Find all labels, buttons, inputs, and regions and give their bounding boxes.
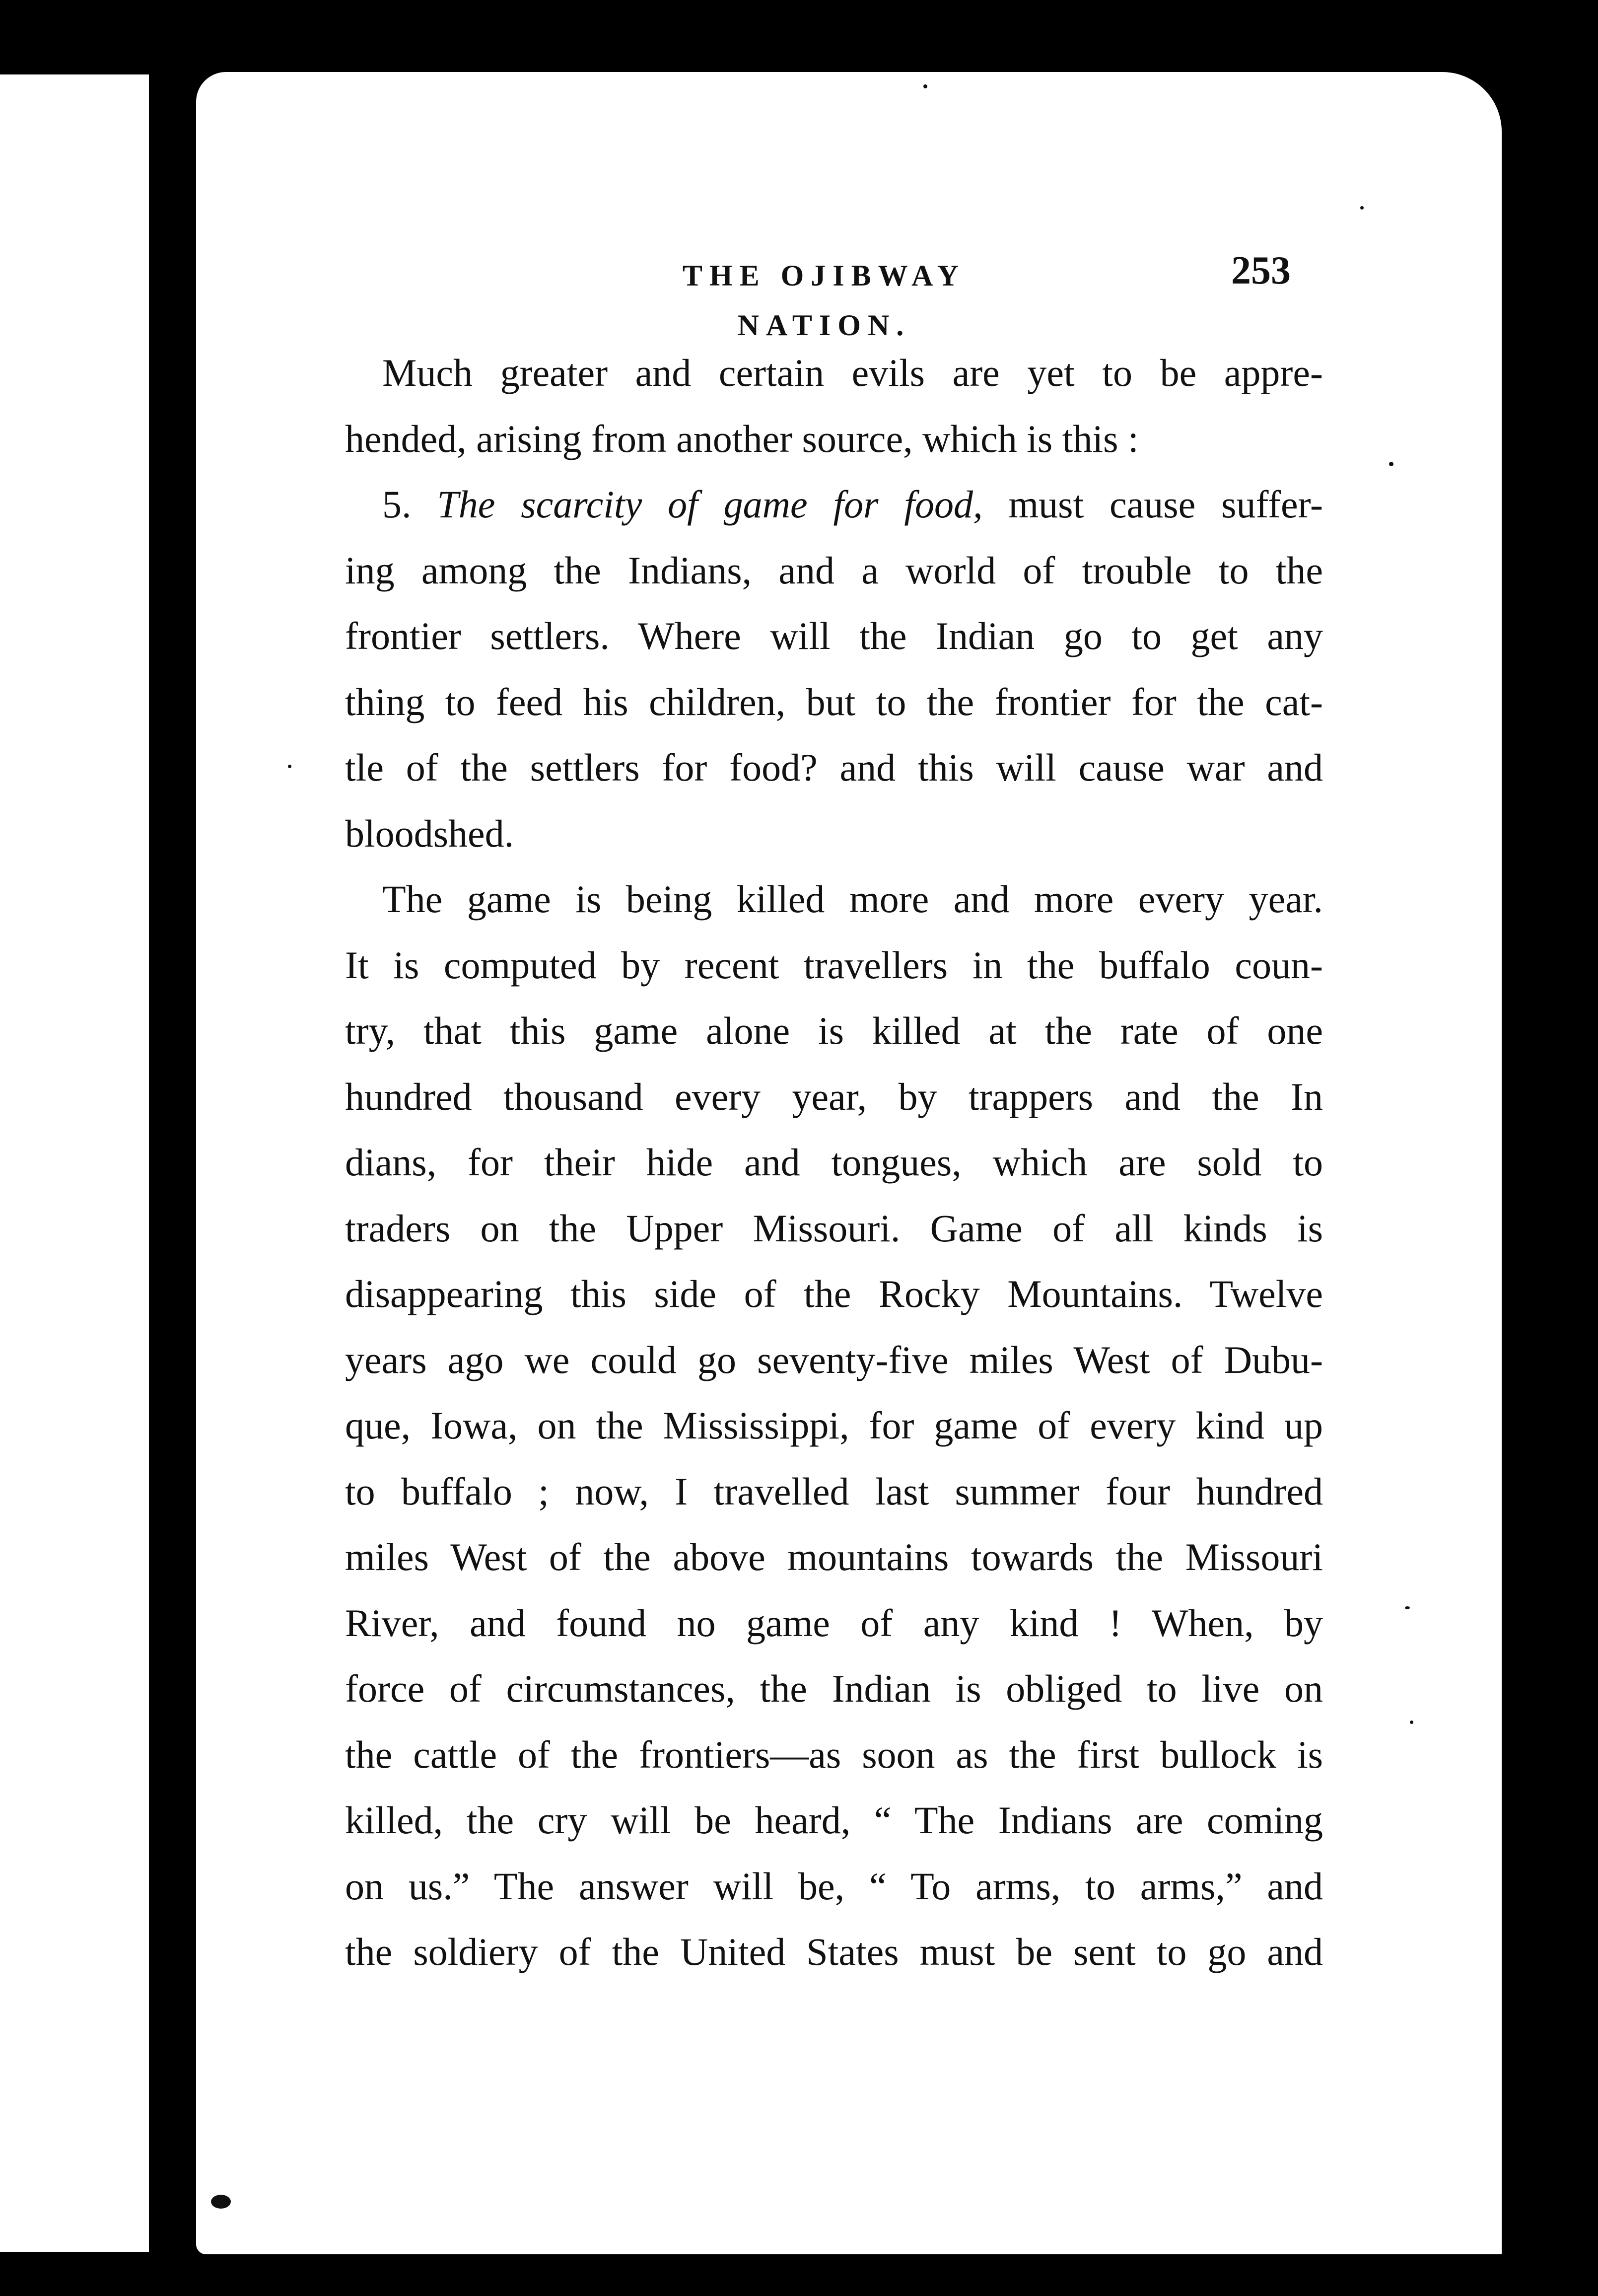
scan-speck <box>1405 1606 1410 1609</box>
text-line: force of circumstances, the Indian is obliged to live on <box>345 1667 1323 1710</box>
text-line: dians, for their hide and tongues, which are sold to <box>345 1141 1323 1184</box>
text-line: try, that this game alone is killed at the rate of one <box>345 1009 1323 1052</box>
text-line: frontier settlers. Where will the Indian go to get any <box>345 614 1323 657</box>
text-line: hundred thousand every year, by trappers and the In <box>345 1075 1323 1118</box>
text-line: thing to feed his children, but to the frontier for the cat- <box>345 680 1323 723</box>
text-line: hended, arising from another source, which is this : <box>345 417 1139 460</box>
running-head: THE OJIBWAY NATION. <box>682 259 966 342</box>
text-line: the cattle of the frontiers—as soon as the first bullock is <box>345 1732 1323 1776</box>
text-line: The game is being killed more and more every year. <box>382 877 1323 921</box>
scan-speck <box>288 765 291 768</box>
text-line: ing among the Indians, and a world of trouble to the <box>345 548 1323 592</box>
text-line: Much greater and certain evils are yet to be appre- <box>382 351 1323 394</box>
text-line: que, Iowa, on the Mississippi, for game of every kind up <box>345 1404 1323 1447</box>
scan-speck <box>1389 462 1393 466</box>
body-text <box>345 340 1323 1985</box>
text-line: traders on the Upper Missouri. Game of all kinds is <box>345 1206 1323 1250</box>
text-line: River, and found no game of any kind ! When, by <box>345 1601 1323 1645</box>
text-line: killed, the cry will be heard, “ The Indians are coming <box>345 1798 1323 1842</box>
text-line: It is computed by recent travellers in the buffalo coun- <box>345 943 1323 987</box>
text-line: tle of the settlers for food? and this will cause war and <box>345 746 1323 789</box>
numbered-point-line <box>345 472 1323 538</box>
scan-speck <box>1410 1721 1413 1724</box>
text-line: disappearing this side of the Rocky Mountains. Twelve <box>345 1272 1323 1315</box>
scan-speck <box>1360 206 1364 210</box>
page-number: 253 <box>1231 249 1291 292</box>
scan-speck <box>211 2195 231 2209</box>
scan-speck <box>923 84 927 88</box>
text-line: miles West of the above mountains towards the Missouri <box>345 1535 1323 1578</box>
text-line: years ago we could go seventy-five miles West of Dubu- <box>345 1338 1323 1381</box>
point-heading: The scarcity of game for food, <box>437 483 983 526</box>
text-line: the soldiery of the United States must be sent to go and <box>345 1930 1323 1973</box>
text-line: to buffalo ; now, I travelled last summer four hundred <box>345 1469 1323 1513</box>
text-line: on us.” The answer will be, “ To arms, to arms,” and <box>345 1864 1323 1908</box>
facing-page-edge <box>0 74 149 2252</box>
text-line: bloodshed. <box>345 811 514 855</box>
text-span: must cause suffer- <box>1008 483 1323 526</box>
point-number: 5. <box>382 483 412 526</box>
